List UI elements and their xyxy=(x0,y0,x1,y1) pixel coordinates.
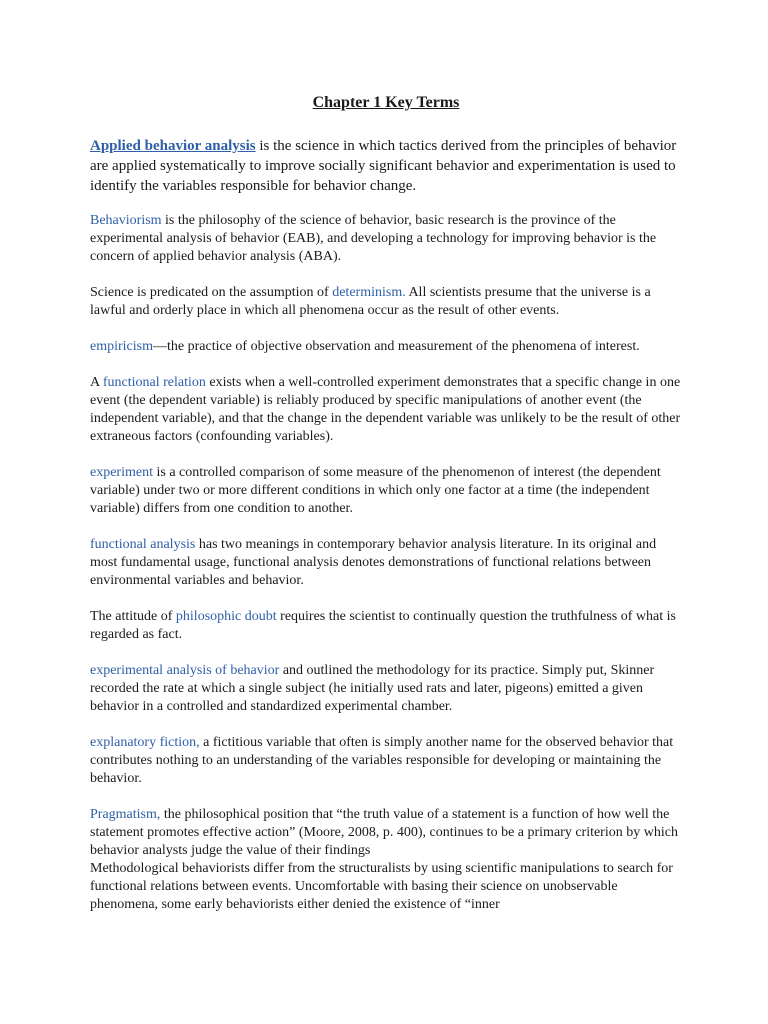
entry-explanatory-fiction xyxy=(90,734,682,788)
entry-text: and outlined the methodology for its practice. Simply put, Skinner recorded the rate at which a single subject (he initially used rats and later, pigeons) emitted a given behavior in a controlled and standardized experimental chamber. xyxy=(90,663,655,714)
entry-text: is the philosophy of the science of behavior, basic research is the province of the experimental analysis of behavior (EAB), and developing a technology for improving behavior is the concern of applied behavior analysis (ABA). xyxy=(90,213,657,264)
term-highlight: Pragmatism, xyxy=(90,807,161,822)
entry-text: a fictitious variable that often is simply another name for the observed behavior that contributes nothing to an understanding of the variables responsible for developing or maintaining the behavior. xyxy=(90,735,674,786)
entry-text: requires the scientist to continually question the truthfulness of what is regarded as fact. xyxy=(90,609,676,642)
entry-experiment xyxy=(90,464,682,518)
term-highlight: explanatory fiction, xyxy=(90,735,200,750)
term-highlight: experiment xyxy=(90,465,153,480)
entry-functional-relation xyxy=(90,374,682,446)
entry-empiricism xyxy=(90,338,682,356)
entry-text: is the science in which tactics derived from the principles of behavior are applied systematically to improve socially significant behavior and experimentation is used to identify the variables responsible for behavior change. xyxy=(90,138,677,194)
entry-prefix: Science is predicated on the assumption of xyxy=(90,285,333,300)
term-highlight: functional analysis xyxy=(90,537,196,552)
entry-philosophic-doubt xyxy=(90,608,682,644)
entry-behaviorism xyxy=(90,212,682,266)
entry-applied-behavior-analysis xyxy=(90,136,682,196)
entry-prefix: The attitude of xyxy=(90,609,176,624)
term-highlight: functional relation xyxy=(102,375,206,390)
entry-text: All scientists presume that the universe is a lawful and orderly place in which all phenomena occur as the result of other events. xyxy=(90,285,651,318)
entry-determinism xyxy=(90,284,682,320)
term-highlight: empiricism xyxy=(90,339,153,354)
page-title: Chapter 1 Key Terms xyxy=(312,94,460,111)
term-highlight: philosophic doubt xyxy=(175,609,277,624)
term-highlight: Behaviorism xyxy=(90,213,162,228)
entry-experimental-analysis xyxy=(90,662,682,716)
entry-text: —the practice of objective observation and measurement of the phenomena of interest. xyxy=(153,339,640,354)
closing-paragraph: Methodological behaviorists differ from the structuralists by using scientific manipulations to search for functional relations between events. Uncomfortable with basing their science on unobservable phenomena, some early behaviorists either denied the existence of “inner xyxy=(90,861,673,912)
entry-text: has two meanings in contemporary behavior analysis literature. In its original and most fundamental usage, functional analysis denotes demonstrations of functional relations between environmental variables and behavior. xyxy=(90,537,657,588)
term-highlight: determinism. xyxy=(332,285,406,300)
term-link[interactable]: Applied behavior analysis xyxy=(90,138,256,154)
entry-functional-analysis xyxy=(90,536,682,590)
entry-text: the philosophical position that “the truth value of a statement is a function of how well the statement promotes effective action” (Moore, 2008, p. 400), continues to be a primary criterion by which behavior analysts judge the value of their findings xyxy=(90,807,678,858)
entry-text: exists when a well-controlled experiment demonstrates that a specific change in one event (the dependent variable) is reliably produced by specific manipulations of another event (the independent variable), and that the change in the dependent variable was unlikely to be the result of other extraneous factors (confounding variables). xyxy=(90,375,681,444)
document-page xyxy=(90,92,682,914)
entry-text: is a controlled comparison of some measure of the phenomenon of interest (the dependent variable) under two or more different conditions in which only one factor at a time (the independent variable) differs from one condition to another. xyxy=(90,465,661,516)
term-highlight: experimental analysis of behavior xyxy=(90,663,280,678)
entry-pragmatism xyxy=(90,806,682,860)
entry-prefix: A xyxy=(90,375,103,390)
